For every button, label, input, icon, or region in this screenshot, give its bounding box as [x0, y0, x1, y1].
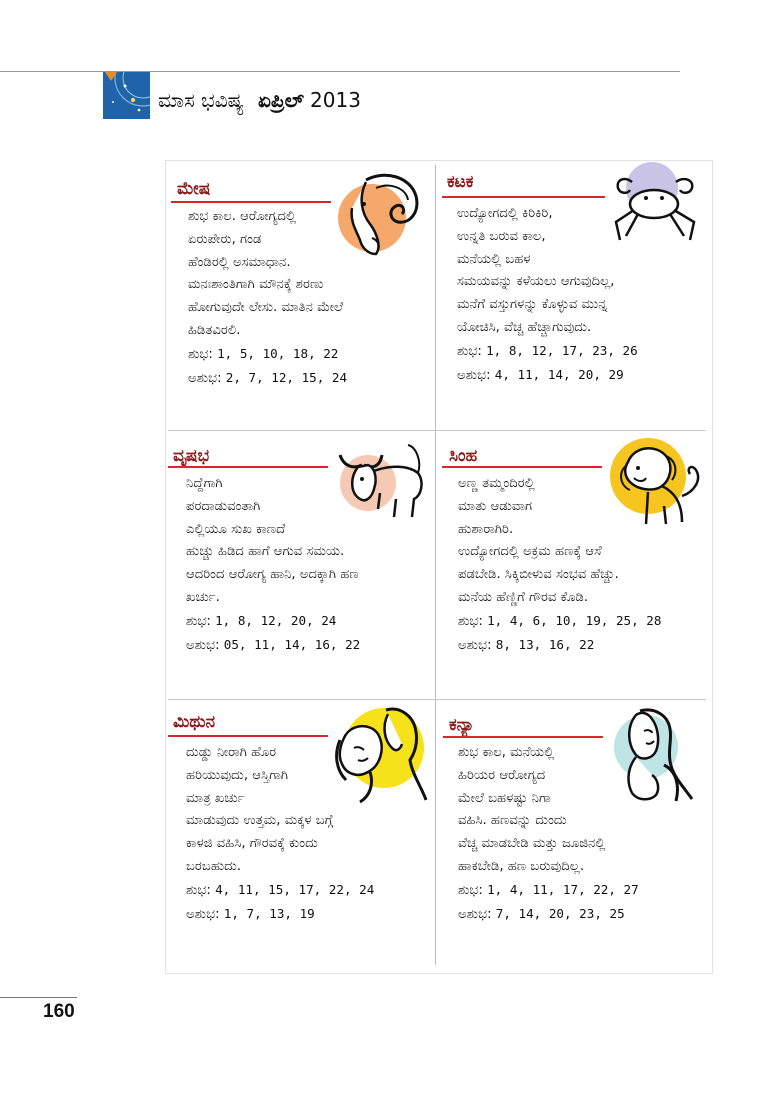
sign-name-mesha: ಮೇಷ: [177, 179, 211, 199]
sign-body-vrishabha: [186, 473, 360, 657]
body-line: ಎಲ್ಲಿಯೂ ಸುಖ ಕಾಣದೆ: [186, 521, 286, 537]
lucky-dates: [186, 879, 374, 903]
lucky-label: ಶುಭ:: [458, 882, 483, 898]
unlucky-dates: [458, 634, 661, 658]
unlucky-label: ಅಶುಭ:: [458, 906, 492, 922]
unlucky-dates: [458, 903, 639, 927]
lucky-dates: [188, 343, 347, 367]
header-year: 2013: [310, 88, 361, 112]
lucky-values: 1, 4, 6, 10, 19, 25, 28: [487, 612, 662, 628]
sign-body-kanya: [458, 742, 639, 926]
unlucky-dates: [188, 367, 347, 391]
unlucky-values: 05, 11, 14, 16, 22: [223, 636, 361, 652]
lucky-dates: [458, 879, 639, 903]
unlucky-values: 8, 13, 16, 22: [495, 636, 595, 652]
body-line: ಶುಭ ಕಾಲ. ಆರೋಗ್ಯದಲ್ಲಿ: [188, 209, 296, 224]
body-line: ಅಣ್ಣ ತಮ್ಮಂದಿರಲ್ಲಿ: [458, 476, 535, 491]
lucky-dates: [457, 340, 638, 364]
lucky-values: 1, 8, 12, 17, 23, 26: [486, 342, 638, 358]
unlucky-dates: [186, 634, 360, 658]
body-line: ಶುಭ ಕಾಲ, ಮನೆಯಲ್ಲಿ: [458, 745, 555, 760]
page-title: [158, 88, 361, 112]
body-line: ಖರ್ಚು.: [186, 589, 220, 605]
row-divider: [168, 430, 706, 431]
sign-underline: [168, 735, 328, 737]
unlucky-values: 4, 11, 14, 20, 29: [494, 366, 624, 382]
unlucky-values: 1, 7, 13, 19: [223, 905, 315, 921]
body-line: ವೆಚ್ಚ ಮಾಡಬೇಡಿ ಮತ್ತು ಜೂಜಿನಲ್ಲಿ: [458, 836, 606, 852]
body-line: ಹೆಂಡಿರಲ್ಲಿ ಅಸಮಾಧಾನ.: [188, 254, 291, 270]
body-line: ಮೇಲೆ ಬಹಳಷ್ಟು ನಿಗಾ: [458, 790, 551, 806]
body-line: ಹಿಡಿತವಿರಲಿ.: [188, 322, 241, 338]
sign-underline: [442, 466, 602, 468]
lucky-label: ಶುಭ:: [188, 346, 213, 362]
unlucky-label: ಅಶುಭ:: [458, 637, 492, 653]
column-divider: [435, 165, 436, 965]
sign-name-simha: ಸಿಂಹ: [449, 446, 478, 466]
sign-body-kataka: [457, 203, 638, 387]
sign-name-kataka: ಕಟಕ: [447, 172, 474, 192]
body-line: ಉದ್ಯೋಗದಲ್ಲಿ ಅಕ್ರಮ ಹಣಕ್ಕೆ ಆಸೆ: [458, 544, 602, 560]
body-line: ಮನೆಗೆ ವಸ್ತುಗಳನ್ನು ಕೊಳ್ಳುವ ಮುನ್ನ: [457, 297, 608, 313]
body-line: ಯೋಚಿಸಿ, ವೆಚ್ಚ ಹೆಚ್ಚಾಗುವುದು.: [457, 319, 592, 335]
unlucky-values: 2, 7, 12, 15, 24: [225, 369, 348, 385]
unlucky-label: ಅಶುಭ:: [188, 370, 222, 386]
sign-name-mithuna: ಮಿಥುನ: [173, 712, 216, 732]
unlucky-label: ಅಶುಭ:: [186, 906, 220, 922]
lucky-dates: [186, 610, 360, 634]
zodiac-globe-icon: [103, 72, 150, 119]
body-line: ನಿದ್ದೆಗಾಗಿ: [186, 476, 223, 491]
lucky-label: ಶುಭ:: [186, 882, 211, 898]
unlucky-dates: [457, 364, 638, 388]
sign-name-vrishabha: ವೃಷಭ: [173, 446, 210, 466]
sign-underline: [171, 201, 331, 203]
sign-body-mesha: [188, 206, 347, 390]
lucky-label: ಶುಭ:: [457, 343, 482, 359]
lucky-values: 4, 11, 15, 17, 22, 24: [215, 881, 375, 897]
body-line: ಪರದಾಡುವಂತಾಗಿ: [186, 498, 261, 514]
body-line: ಹೋಗುವುದೇ ಲೇಸು. ಮಾತಿನ ಮೇಲೆ: [188, 300, 344, 316]
body-line: ಹರಿಯುವುದು, ಆಸ್ತಿಗಾಗಿ: [186, 767, 289, 783]
aries-ram-icon: [336, 168, 422, 258]
body-line: ಆದರಿಂದ ಆರೋಗ್ಯ ಹಾನಿ, ಅದಕ್ಕಾಗಿ ಹಣ: [186, 567, 359, 583]
lucky-dates: [458, 610, 661, 634]
body-line: ಹಿರಿಯರ ಆರೋಗ್ಯದ: [458, 767, 546, 783]
body-line: ಸಮಯವನ್ನು ಕಳೆಯಲು ಆಗುವುದಿಲ್ಲ,: [457, 274, 615, 290]
body-line: ಮಾಡುವುದು ಉತ್ತಮ, ಮಕ್ಕಳ ಬಗ್ಗೆ: [186, 813, 334, 829]
body-line: ಮಾತು ಆಡುವಾಗ: [458, 498, 533, 514]
body-line: ಹುಶಾರಾಗಿರಿ.: [458, 521, 514, 537]
body-line: ಉನ್ನತಿ ಬರುವ ಕಾಲ,: [457, 228, 546, 244]
body-line: ಕಾಳಜಿ ವಹಿಸಿ, ಗೌರವಕ್ಕೆ ಕುಂದು: [186, 836, 318, 852]
body-line: ಮನೆಯಲ್ಲಿ ಬಹಳ: [457, 251, 531, 267]
sign-underline: [442, 196, 605, 198]
header-rule: [0, 71, 680, 72]
lucky-values: 1, 4, 11, 17, 22, 27: [487, 881, 639, 897]
body-line: ಮನೆಯ ಹೆಣ್ಣಿಗೆ ಗೌರವ ಕೊಡಿ.: [458, 589, 589, 605]
lucky-label: ಶುಭ:: [186, 613, 211, 629]
lucky-label: ಶುಭ:: [458, 613, 483, 629]
sign-body-simha: [458, 473, 661, 657]
footer-rule: [0, 997, 77, 998]
sign-name-kanya: ಕನ್ಯಾ: [449, 715, 475, 735]
section-title: ಮಾಸ ಭವಿಷ್ಯ: [158, 88, 244, 112]
lucky-values: 1, 5, 10, 18, 22: [217, 345, 339, 361]
unlucky-label: ಅಶುಭ:: [186, 637, 220, 653]
body-line: ಪಡಬೇಡಿ. ಸಿಕ್ಕಿಬೀಳುವ ಸಂಭವ ಹೆಚ್ಚು.: [458, 567, 619, 583]
body-line: ದುಡ್ಡು ನೀರಾಗಿ ಹೊರ: [186, 745, 277, 760]
sign-underline: [443, 736, 603, 738]
body-line: ಬರಬಹುದು.: [186, 858, 242, 874]
unlucky-values: 7, 14, 20, 23, 25: [495, 905, 625, 921]
body-line: ಹಾಕಬೇಡಿ, ಹಣ ಬರುವುದಿಲ್ಲ.: [458, 858, 585, 874]
unlucky-dates: [186, 903, 374, 927]
sign-body-mithuna: [186, 742, 374, 926]
row-divider: [168, 699, 706, 700]
unlucky-label: ಅಶುಭ:: [457, 367, 491, 383]
sign-underline: [168, 466, 328, 468]
body-line: ವಹಿಸಿ. ಹಣವನ್ನು ದುಂದು: [458, 813, 567, 829]
page-number: 160: [43, 1001, 75, 1022]
body-line: ಹುಚ್ಚು ಹಿಡಿದ ಹಾಗೆ ಆಗುವ ಸಮಯ.: [186, 544, 345, 560]
body-line: ಉದ್ಯೋಗದಲ್ಲಿ ಕಿರಿಕಿರಿ,: [457, 206, 553, 221]
body-line: ಮನಃಶಾಂತಿಗಾಗಿ ಮೌನಕ್ಕೆ ಶರಣು: [188, 277, 324, 293]
lucky-values: 1, 8, 12, 20, 24: [215, 612, 337, 628]
header-month: ಏಪ್ರಿಲ್: [257, 88, 305, 112]
body-line: ಏರುಪೇರು, ಗಂಡ: [188, 231, 262, 247]
body-line: ಮಾತ್ರ ಖರ್ಚು: [186, 790, 245, 806]
